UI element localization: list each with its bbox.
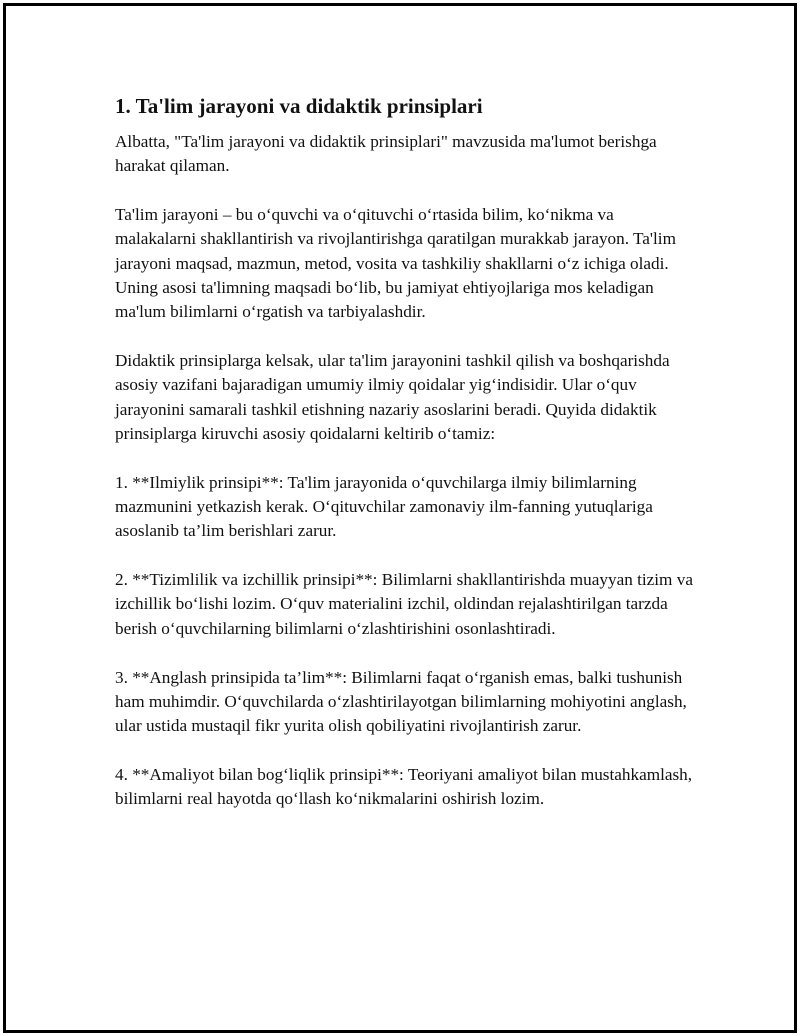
paragraph-ilmiylik: 1. **Ilmiylik prinsipi**: Ta'lim jarayonida o‘quvchilarga ilmiy bilimlarning mazmunini yetkazish kerak. O‘qituvchilar zamonaviy ilm-fanning yutuqlariga asoslanib ta’lim berishlari zarur. xyxy=(115,472,653,541)
paragraph-intro: Albatta, "Ta'lim jarayoni va didaktik prinsiplari" mavzusida ma'lumot berishga harakat qilaman. xyxy=(115,132,657,176)
paragraph-amaliyot: 4. **Amaliyot bilan bog‘liqlik prinsipi**: Teoriyani amaliyot bilan mustahkamlash, bilimlarni real hayotda qo‘llash ko‘nikmalarini oshirish lozim. xyxy=(115,764,693,809)
paragraph-talim-jarayoni: Ta'lim jarayoni – bu o‘quvchi va o‘qituvchi o‘rtasida bilim, ko‘nikma va malakalarni shakllantirish va rivojlantirishga qaratilgan murakkab jarayon. Ta'lim jarayoni maqsad, mazmun, metod, vosita va tashkiliy shakllarni o‘z ichiga oladi. Uning asosi ta'limning maqsadi bo‘lib, bu jamiyat ehtiyojlariga mos keladigan ma'lum bilimlarni o‘rgatish va tarbiyalashdir. xyxy=(115,205,676,322)
paragraph-didaktik-prinsiplar: Didaktik prinsiplarga kelsak, ular ta'lim jarayonini tashkil qilish va boshqarishda asosiy vazifani bajaradigan umumiy ilmiy qoidalar yig‘indisidir. Ular o‘quv jarayonini samarali tashkil etishning nazariy asoslarini beradi. Quyida didaktik prinsiplarga kiruvchi asosiy qoidalarni keltirib o‘tamiz: xyxy=(115,351,670,443)
document-title: 1. Ta'lim jarayoni va didaktik prinsiplari xyxy=(115,94,483,118)
paragraph-tizimlilik: 2. **Tizimlilik va izchillik prinsipi**: Bilimlarni shakllantirishda muayyan tizim va izchillik bo‘lishi lozim. O‘quv materialini izchil, oldindan rejalashtirilgan tarzda berish o‘quvchilarning bilimlarni o‘zlashtirishini osonlashtiradi. xyxy=(115,570,693,638)
paragraph-anglash: 3. **Anglash prinsipida ta’lim**: Bilimlarni faqat o‘rganish emas, balki tushunish ham muhimdir. O‘quvchilarda o‘zlashtirilayotgan bilimlarning mohiyotini anglash, ular ustida mustaqil fikr yurita olish qobiliyatini rivojlantirish zarur. xyxy=(115,667,687,736)
document-body xyxy=(115,92,695,812)
